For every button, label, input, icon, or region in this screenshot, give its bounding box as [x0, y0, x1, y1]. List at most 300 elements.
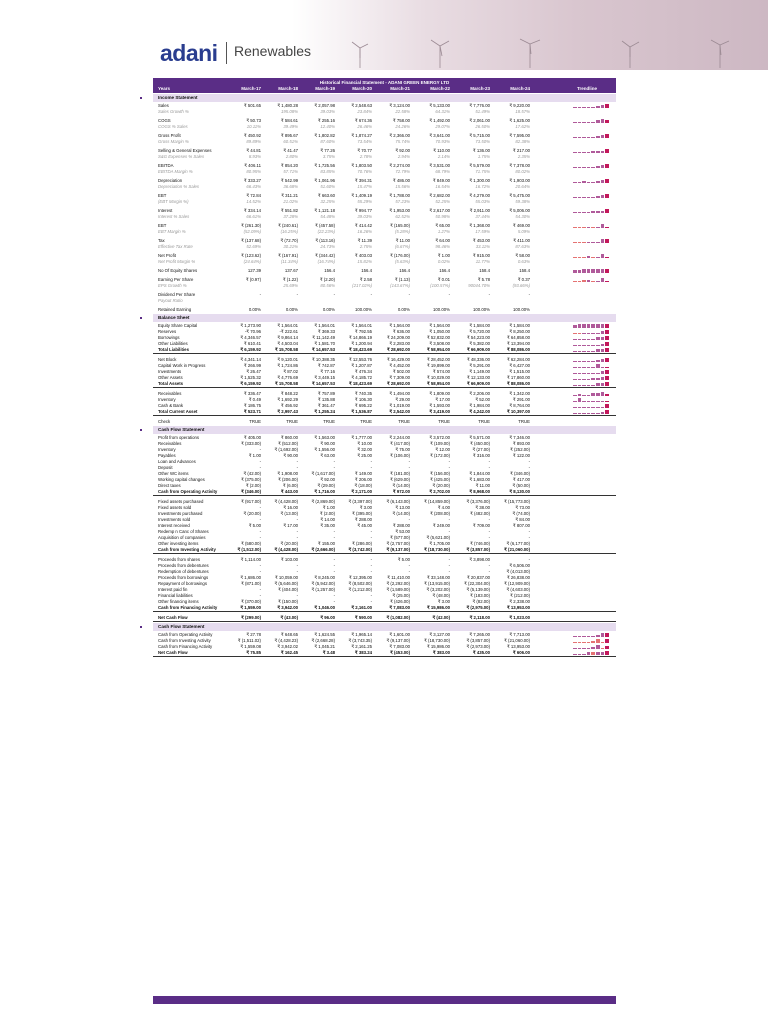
cell-value: ₹ 2,997.43 — [277, 409, 298, 414]
trendline-sparkline — [573, 134, 611, 138]
cell-value: ₹ (0.97) — [245, 277, 261, 282]
trendline-sparkline — [573, 194, 611, 198]
sparkline-bar — [605, 639, 609, 643]
cell-value: - — [333, 569, 335, 574]
row-label: Check — [158, 419, 171, 424]
sparkline-bar — [591, 351, 595, 352]
cell-value: - — [333, 557, 335, 562]
sparkline-bar — [578, 654, 582, 655]
cell-value: ₹ 3,127.00 — [429, 632, 450, 637]
trendline-sparkline — [573, 278, 611, 282]
cell-value: ₹ 2,702.00 — [429, 489, 450, 494]
sparkline-bar — [596, 211, 600, 213]
section-header — [153, 623, 616, 631]
cell-value: ₹ 1,342.00 — [509, 391, 530, 396]
cell-value: ₹ 3,572.00 — [429, 435, 450, 440]
cell-value: ₹ (167.91) — [278, 253, 298, 258]
sparkline-bar — [578, 167, 582, 168]
sparkline-bar — [582, 379, 586, 380]
cell-value: ₹ (252.00) — [510, 447, 530, 452]
trendline-sparkline — [573, 239, 611, 243]
cell-value: 54.30% — [515, 214, 530, 219]
cell-value: 12.40% — [320, 124, 335, 129]
sparkline-bar — [587, 367, 591, 368]
cell-value: 80.56% — [320, 283, 335, 288]
cell-value: ₹ 48,336.00 — [466, 357, 490, 362]
cell-value: 24.26% — [395, 124, 410, 129]
cell-value: ₹ 5,571.00 — [469, 435, 490, 440]
cell-value: ₹ 14,657.53 — [311, 381, 335, 386]
sparkline-bar — [596, 378, 600, 380]
cell-value: ₹ 414.42 — [354, 223, 372, 228]
cell-value: ₹ 1,300.00 — [469, 178, 490, 183]
cell-value: (22.23%) — [317, 229, 335, 234]
sparkline-bar — [591, 257, 595, 258]
cell-value: - — [408, 465, 410, 470]
cell-value: ₹ 1,045.21 — [314, 644, 335, 649]
cell-value: - — [259, 465, 261, 470]
row-label: EBT — [158, 193, 167, 198]
cell-value: ₹ 1,624.55 — [314, 632, 335, 637]
cell-value: ₹ 3.48 — [322, 650, 335, 655]
cell-value: - — [296, 465, 298, 470]
cell-value: ₹ 1,207.87 — [351, 363, 372, 368]
row-label: Cash from Operating Activity — [158, 632, 213, 637]
cell-value: ₹ 6,506.00 — [509, 563, 530, 568]
cell-value: 0.00% — [322, 307, 335, 312]
row-label: Selling & General Expenses — [158, 148, 212, 153]
cell-value: ₹ 8,245.00 — [314, 575, 335, 580]
cell-value: ₹ 90.00 — [283, 453, 298, 458]
sparkline-bar — [573, 152, 577, 153]
cell-value: ₹ (871.00) — [241, 581, 261, 586]
cell-value: 24.73% — [320, 244, 335, 249]
sparkline-bar — [596, 337, 600, 340]
cell-value: ₹ 1,803.50 — [351, 163, 372, 168]
section-header — [153, 314, 616, 322]
cell-value: 87.63% — [515, 244, 530, 249]
sparkline-bar — [578, 137, 582, 138]
cell-value: 75.74% — [395, 139, 410, 144]
cell-value: ₹ (20.00) — [432, 483, 450, 488]
cell-value: 51.60% — [320, 184, 335, 189]
table-row — [153, 419, 616, 425]
cell-value: ₹ 1,984.00 — [469, 403, 490, 408]
sparkline-bar — [605, 104, 609, 108]
sparkline-bar — [587, 242, 591, 243]
cell-value: ₹ 149.00 — [354, 471, 372, 476]
sparkline-bar — [601, 349, 605, 352]
cell-value: ₹ 469.00 — [512, 223, 530, 228]
sparkline-bar — [605, 410, 609, 414]
cell-value: ₹ (137.68) — [241, 238, 261, 243]
cell-value: 26.46% — [357, 124, 372, 129]
cell-value: ₹ 291.00 — [512, 397, 530, 402]
cell-value: ₹ 54,223.00 — [466, 335, 490, 340]
section-title: Cash Flow Statement — [158, 624, 205, 629]
sparkline-bar — [596, 196, 600, 198]
cell-value: ₹ 758.00 — [392, 118, 410, 123]
cell-value: 15.81% — [357, 259, 372, 264]
cell-value: ₹ 255.16 — [317, 118, 335, 123]
cell-value: - — [296, 459, 298, 464]
sparkline-bar — [587, 333, 591, 334]
cell-value: 23.84% — [357, 109, 372, 114]
sparkline-bar — [582, 107, 586, 108]
cell-value: 156.4 — [361, 268, 372, 273]
row-label: Net Profit — [158, 253, 176, 258]
cell-value: ₹ 450.92 — [243, 133, 261, 138]
sparkline-bar — [591, 167, 595, 168]
cell-value: - — [333, 599, 335, 604]
sparkline-bar — [573, 648, 577, 649]
cell-value: ₹ 1,809.00 — [429, 391, 450, 396]
row-label: Other Liabilities — [158, 341, 188, 346]
cell-value: ₹ 383.24 — [354, 650, 372, 655]
cell-value: ₹ (9,137.00) — [386, 638, 410, 643]
cell-value: ₹ 92.00 — [395, 148, 410, 153]
sparkline-bar — [587, 395, 591, 396]
cell-value: 90044.70% — [468, 283, 490, 288]
sparkline-bar — [582, 648, 586, 649]
sparkline-bar — [578, 281, 582, 282]
cell-value: 1.27% — [437, 229, 450, 234]
sparkline-bar — [573, 379, 577, 380]
sparkline-bar — [573, 395, 577, 396]
sparkline-bar — [587, 642, 591, 643]
cell-value: 0.63% — [517, 259, 530, 264]
cell-value: ₹ 4,452.00 — [389, 363, 410, 368]
cell-value: (6.67%) — [394, 244, 410, 249]
cell-value: ₹ 1.00 — [248, 453, 261, 458]
table-row — [153, 347, 616, 354]
cell-value: - — [488, 465, 490, 470]
cell-value: 100.00% — [473, 307, 490, 312]
cell-value: - — [296, 569, 298, 574]
cell-value: - — [370, 465, 372, 470]
cell-value: ₹ (6,177.00) — [506, 541, 530, 546]
cell-value: ₹ 334.14 — [243, 208, 261, 213]
row-label: Acquisition of companies — [158, 535, 206, 540]
sparkline-bar — [601, 642, 605, 643]
cell-value: ₹ (20.00) — [280, 541, 298, 546]
cell-value: ₹ 75.85 — [246, 650, 261, 655]
cell-value: ₹ 17.00 — [283, 523, 298, 528]
row-label: Profit from operations — [158, 435, 200, 440]
cell-value: ₹ (50.00) — [512, 483, 530, 488]
table-row — [153, 605, 616, 612]
sparkline-bar — [591, 385, 595, 386]
cell-value: - — [296, 563, 298, 568]
cell-value: ₹ (1,511.02) — [237, 638, 261, 643]
sparkline-bar — [601, 119, 605, 123]
section-header — [153, 94, 616, 102]
cell-value: ₹ 1,683.00 — [469, 477, 490, 482]
sparkline-bar — [578, 642, 582, 643]
year-header-row — [153, 86, 616, 92]
cell-value: 17.62% — [515, 124, 530, 129]
year-header: March-17 — [241, 86, 261, 91]
cell-value: - — [488, 292, 490, 297]
sparkline-bar — [582, 636, 586, 637]
sparkline-bar — [573, 167, 577, 168]
cell-value: ₹ 361.47 — [317, 403, 335, 408]
cell-value: - — [259, 459, 261, 464]
sparkline-bar — [582, 269, 586, 273]
cell-value: 62.52% — [395, 214, 410, 219]
trendline-sparkline — [573, 209, 611, 213]
cell-value: ₹ 1,581.70 — [314, 341, 335, 346]
cell-value: ₹ 4,503.04 — [277, 341, 298, 346]
sparkline-bar — [573, 345, 577, 346]
table-row — [153, 244, 616, 250]
sparkline-bar — [587, 339, 591, 340]
trendline-sparkline — [573, 633, 611, 637]
cell-value: ₹ (150.00) — [278, 599, 298, 604]
sparkline-bar — [591, 339, 595, 340]
cell-value: - — [296, 593, 298, 598]
trendline-sparkline — [573, 149, 611, 153]
cell-value: 158.4 — [519, 268, 530, 273]
sparkline-bar — [582, 367, 586, 368]
cell-value: ₹ (240.61) — [278, 223, 298, 228]
cell-value: 87.60% — [320, 139, 335, 144]
sparkline-bar — [596, 393, 600, 396]
sparkline-bar — [596, 635, 600, 637]
sparkline-bar — [573, 281, 577, 282]
cell-value: ₹ (21,060.00) — [504, 547, 530, 552]
cell-value: ₹ 5.00 — [248, 523, 261, 528]
sparkline-bar — [578, 413, 582, 414]
sparkline-bar — [573, 242, 577, 243]
cell-value: 55.03% — [475, 199, 490, 204]
table-row — [153, 650, 616, 657]
cell-value: ₹ 1,625.00 — [509, 118, 530, 123]
cell-value: - — [408, 517, 410, 522]
cell-value: ₹ (22,304.00) — [464, 581, 490, 586]
cell-value: ₹ 206.00 — [354, 477, 372, 482]
cell-value: ₹ 590.00 — [354, 615, 372, 620]
cell-value: ₹ 417.00 — [512, 477, 530, 482]
cell-value: ₹ 15,708.58 — [274, 381, 298, 386]
cell-value: ₹ (18,730.00) — [424, 638, 450, 643]
cell-value: ₹ (1,617.00) — [311, 471, 335, 476]
sparkline-bar — [587, 152, 591, 153]
row-label: Inventory — [158, 397, 176, 402]
cell-value: ₹ (417.00) — [390, 441, 410, 446]
sparkline-bar — [605, 376, 609, 380]
sparkline-bar — [605, 239, 609, 243]
cell-value: ₹ 1,777.00 — [351, 435, 372, 440]
cell-value: 14.52% — [246, 199, 261, 204]
cell-value: TRUE — [323, 419, 335, 424]
sparkline-bar — [573, 339, 577, 340]
cell-value: ₹ 369.33 — [317, 329, 335, 334]
cell-value: ₹ 52,832.00 — [426, 335, 450, 340]
cell-value: ₹ 15,708.58 — [274, 347, 298, 352]
cell-value: 2.78% — [359, 154, 372, 159]
cell-value: 57.71% — [283, 169, 298, 174]
cell-value: TRUE — [478, 419, 490, 424]
cell-value: ₹ 12.00 — [435, 447, 450, 452]
sparkline-bar — [587, 345, 591, 346]
sparkline-bar — [591, 182, 595, 183]
sparkline-bar — [605, 336, 609, 340]
cell-value: - — [448, 563, 450, 568]
cell-value: ₹ (2,292.00) — [386, 581, 410, 586]
cell-value: 80.95% — [246, 169, 261, 174]
cell-value: - — [488, 459, 490, 464]
trendline-sparkline — [573, 179, 611, 183]
cell-value: 10.11% — [246, 124, 261, 129]
cell-value: ₹ 11,142.49 — [312, 335, 335, 340]
section-title: Cash Flow Statement — [158, 427, 205, 432]
section-bullet-icon — [140, 97, 142, 99]
row-label: Investments sold — [158, 517, 191, 522]
table-row — [153, 124, 616, 130]
cell-value: - — [448, 459, 450, 464]
cell-value: ₹ 7,346.00 — [509, 435, 530, 440]
sparkline-bar — [573, 227, 577, 228]
cell-value: ₹ (1.13) — [394, 277, 410, 282]
trendline-sparkline — [573, 336, 611, 340]
cell-value: ₹ 7,378.00 — [509, 163, 530, 168]
row-label: Interest received — [158, 523, 190, 528]
sparkline-bar — [587, 413, 591, 414]
sparkline-bar — [605, 330, 609, 334]
sparkline-bar — [591, 122, 595, 123]
cell-value: - — [370, 529, 372, 534]
year-header: March-24 — [510, 86, 530, 91]
sparkline-bar — [587, 197, 591, 198]
sparkline-bar — [596, 227, 600, 228]
sparkline-bar — [587, 407, 591, 408]
cell-value: ₹ (109.00) — [430, 441, 450, 446]
row-label: Proceeds from debentures — [158, 563, 209, 568]
section-title: Income Statement — [158, 95, 198, 100]
cell-value: ₹ 405.00 — [243, 435, 261, 440]
sparkline-bar — [601, 331, 605, 334]
sparkline-bar — [591, 641, 595, 643]
cell-value: ₹ 1,492.00 — [429, 118, 450, 123]
cell-value: ₹ 3,942.02 — [277, 644, 298, 649]
cell-value: ₹ 65.00 — [435, 223, 450, 228]
cell-value: 195.08% — [281, 109, 298, 114]
sparkline-bar — [578, 257, 582, 258]
cell-value: 73.54% — [357, 139, 372, 144]
cell-value: ₹ (746.00) — [470, 541, 490, 546]
cell-value: - — [259, 593, 261, 598]
cell-value: -₹ 70.96 — [244, 329, 261, 334]
cell-value: ₹ 2.58 — [359, 277, 372, 282]
sparkline-bar — [596, 106, 600, 108]
cell-value: ₹ 2,171.00 — [351, 489, 372, 494]
cell-value: ₹ 7,083.00 — [389, 605, 410, 610]
sparkline-bar — [582, 152, 586, 153]
cell-value: ₹ 20,837.00 — [466, 575, 490, 580]
sparkline-bar — [587, 182, 591, 183]
cell-value: ₹ (4,428.00) — [274, 499, 298, 504]
cell-value: ₹ (25.00) — [392, 593, 410, 598]
cell-value: 70.76% — [357, 169, 372, 174]
row-label: Net Cash Flow — [158, 650, 188, 655]
sparkline-bar — [605, 134, 609, 138]
cell-value: ₹ 1,724.86 — [277, 363, 298, 368]
cell-value: ₹ 11.00 — [475, 483, 490, 488]
header-banner — [0, 0, 768, 70]
sparkline-bar — [591, 345, 595, 346]
sparkline-bar — [578, 648, 582, 649]
cell-value: - — [333, 563, 335, 568]
sparkline-bar — [601, 383, 605, 386]
cell-value: 15.47% — [357, 184, 372, 189]
cell-value: ₹ 476.34 — [354, 369, 372, 374]
cell-value: ₹ 1,788.00 — [389, 193, 410, 198]
sparkline-bar — [591, 367, 595, 368]
row-label: Sales — [158, 103, 169, 108]
cell-value: ₹ 3,641.00 — [429, 133, 450, 138]
cell-value: ₹ 75.00 — [395, 447, 410, 452]
cell-value: - — [259, 535, 261, 540]
cell-value: 39.03% — [320, 109, 335, 114]
cell-value: ₹ 1,019.00 — [389, 403, 410, 408]
table-row — [153, 268, 616, 274]
cell-value: 156.4 — [324, 268, 335, 273]
row-label: Retained Earning — [158, 307, 192, 312]
trendline-sparkline — [573, 370, 611, 374]
row-label: Other financing items — [158, 599, 199, 604]
sparkline-bar — [601, 392, 605, 396]
cell-value: ₹ 2,244.00 — [389, 435, 410, 440]
cell-value: ₹ 854.20 — [280, 163, 298, 168]
cell-value: ₹ (6.00) — [282, 483, 298, 488]
sparkline-bar — [605, 370, 609, 374]
trendline-sparkline — [573, 104, 611, 108]
cell-value: 20.64% — [515, 184, 530, 189]
cell-value: ₹ (299.00) — [241, 615, 261, 620]
cell-value: ₹ 5,579.00 — [469, 163, 490, 168]
sparkline-bar — [587, 167, 591, 168]
cell-value: ₹ (9,137.00) — [386, 547, 410, 552]
cell-value: ₹ 1,716.00 — [314, 489, 335, 494]
cell-value: 2.80% — [285, 154, 298, 159]
cell-value: ₹ 2,911.00 — [469, 208, 490, 213]
table-row — [153, 409, 616, 416]
cell-value: (16.25%) — [280, 229, 298, 234]
cell-value: ₹ 90.00 — [320, 441, 335, 446]
cell-value: ₹ 1,908.00 — [277, 471, 298, 476]
cell-value: - — [370, 599, 372, 604]
trendline-sparkline — [573, 119, 611, 123]
sparkline-bar — [591, 652, 595, 655]
cell-value: ₹ (4,428.23) — [274, 638, 298, 643]
row-label: Cash from Financing Activity — [158, 605, 218, 610]
sparkline-bar — [573, 367, 577, 368]
cell-value: ₹ 1,564.00 — [429, 323, 450, 328]
cell-value: ₹ (82.00) — [472, 599, 490, 604]
cell-value: - — [488, 535, 490, 540]
year-header: March-23 — [470, 86, 490, 91]
year-header: March-21 — [390, 86, 410, 91]
sparkline-bar — [578, 367, 582, 368]
sparkline-bar — [596, 373, 600, 375]
cell-value: - — [259, 505, 261, 510]
sparkline-bar — [601, 344, 605, 346]
trendline-sparkline — [573, 364, 611, 368]
cell-value: - — [448, 529, 450, 534]
trendline-sparkline — [573, 164, 611, 168]
cell-value: ₹ (106.00) — [390, 453, 410, 458]
